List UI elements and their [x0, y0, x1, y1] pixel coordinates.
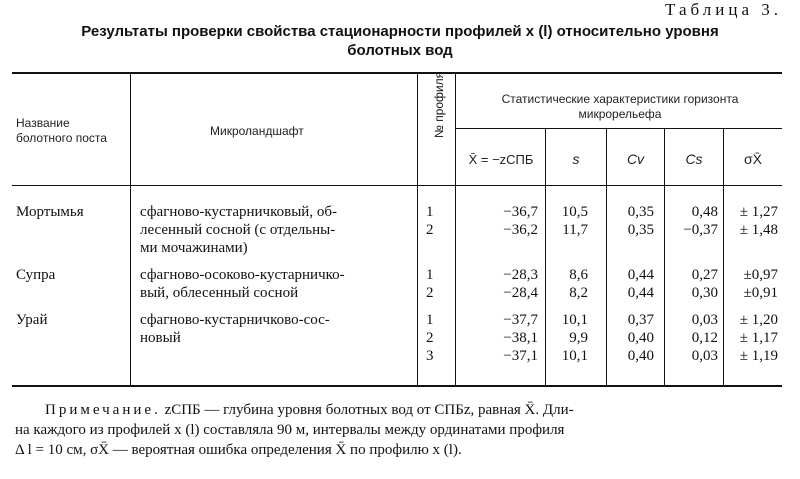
- header-stats-group: Статистические характеристики горизонта микрорельефа: [501, 92, 739, 121]
- cell-cv: 0,44: [627, 285, 654, 301]
- header-cv: Cv: [626, 151, 645, 167]
- cell-cs: 0,27: [691, 267, 718, 283]
- cell-cs: 0,48: [691, 204, 718, 220]
- row-micro-line: лесенный сосной (с отдельны-: [140, 222, 336, 238]
- cell-s: 11,7: [562, 222, 588, 238]
- col-divider-cv: [664, 129, 665, 385]
- cell-cv: 0,44: [627, 267, 654, 283]
- header-microlandscape: Микроландшафт: [210, 124, 304, 138]
- row-micro-line: сфагново-кустарничковый, об-: [140, 204, 337, 220]
- cell-sigma: ± 1,19: [739, 348, 778, 364]
- cell-x: −28,4: [503, 285, 538, 301]
- cell-s: 8,6: [569, 267, 588, 283]
- cell-cv: 0,40: [627, 348, 654, 364]
- header-bottom-rule: [12, 185, 782, 186]
- row-profile-num: 1: [426, 312, 434, 328]
- cell-cv: 0,35: [627, 222, 654, 238]
- cell-s: 10,5: [561, 204, 588, 220]
- header-profile-number: № профиля: [432, 71, 446, 138]
- cell-x: −37,7: [503, 312, 538, 328]
- row-profile-num: 2: [426, 222, 434, 238]
- cell-cs: 0,03: [691, 348, 718, 364]
- table-title: [0, 22, 800, 60]
- col-divider-post: [130, 73, 131, 385]
- col-divider-s: [606, 129, 607, 385]
- row-micro-line: сфагново-осоково-кустарничко-: [140, 267, 345, 283]
- cell-cv: 0,37: [627, 312, 654, 328]
- cell-sigma: ± 1,27: [739, 204, 778, 220]
- table-top-rule: [12, 72, 782, 74]
- cell-sigma: ±0,91: [743, 285, 778, 301]
- note-line-1: zСПБ — глубина уровня болотных вод от СПБz, равная X̄. Дли-: [164, 402, 574, 418]
- row-micro-line: ми мочажинами): [140, 240, 248, 256]
- table-bottom-rule: [12, 385, 782, 387]
- col-divider-cs: [723, 129, 724, 385]
- row-post-name: Мортымья: [16, 204, 84, 220]
- cell-cv: 0,35: [627, 204, 654, 220]
- cell-s: 8,2: [569, 285, 588, 301]
- row-post-name: Урай: [16, 312, 48, 328]
- table-title-line-2: болотных вод: [347, 42, 453, 59]
- cell-sigma: ± 1,48: [739, 222, 778, 238]
- cell-x: −37,1: [503, 348, 538, 364]
- note-label: Примечание.: [45, 402, 161, 418]
- cell-x: −36,7: [503, 204, 538, 220]
- row-micro-line: вый, облесенный сосной: [140, 285, 299, 301]
- cell-cs: 0,12: [691, 330, 718, 346]
- table-number: Таблица 3.: [665, 0, 782, 19]
- cell-s: 10,1: [561, 348, 588, 364]
- cell-sigma: ± 1,20: [739, 312, 778, 328]
- cell-s: 9,9: [569, 330, 588, 346]
- row-post-name: Супра: [16, 267, 56, 283]
- cell-sigma: ±0,97: [743, 267, 778, 283]
- note-line-3: Δ l = 10 см, σX̄ — вероятная ошибка определения X̄ по профилю x (l).: [15, 442, 462, 458]
- cell-x: −28,3: [503, 267, 538, 283]
- stats-subheader-rule: [455, 128, 782, 129]
- cell-s: 10,1: [561, 312, 588, 328]
- col-divider-micro: [417, 73, 418, 385]
- cell-x: −36,2: [503, 222, 538, 238]
- row-profile-num: 2: [426, 285, 434, 301]
- header-post: Название болотного поста: [16, 116, 107, 145]
- row-profile-num: 1: [426, 204, 434, 220]
- cell-cv: 0,40: [627, 330, 654, 346]
- header-s: s: [572, 151, 580, 167]
- row-micro-line: новый: [140, 330, 181, 346]
- cell-x: −38,1: [503, 330, 538, 346]
- header-sigma: σX̄: [744, 151, 762, 167]
- row-profile-num: 1: [426, 267, 434, 283]
- col-divider-x: [545, 129, 546, 385]
- note-line-2: на каждого из профилей x (l) составляла 90 м, интервалы между ординатами профиля: [15, 422, 565, 438]
- cell-sigma: ± 1,17: [739, 330, 778, 346]
- cell-cs: −0,37: [683, 222, 718, 238]
- header-x-mean: X̄ = −zСПБ: [468, 152, 534, 167]
- cell-cs: 0,03: [691, 312, 718, 328]
- row-micro-line: сфагново-кустарничково-сос-: [140, 312, 330, 328]
- table-note: [15, 400, 785, 460]
- header-cs: Cs: [685, 151, 703, 167]
- col-divider-profile: [455, 73, 456, 385]
- row-profile-num: 2: [426, 330, 434, 346]
- row-profile-num: 3: [426, 348, 434, 364]
- cell-cs: 0,30: [691, 285, 718, 301]
- table-title-line-1: Результаты проверки свойства стационарности профилей x (l) относительно уровня: [81, 23, 719, 40]
